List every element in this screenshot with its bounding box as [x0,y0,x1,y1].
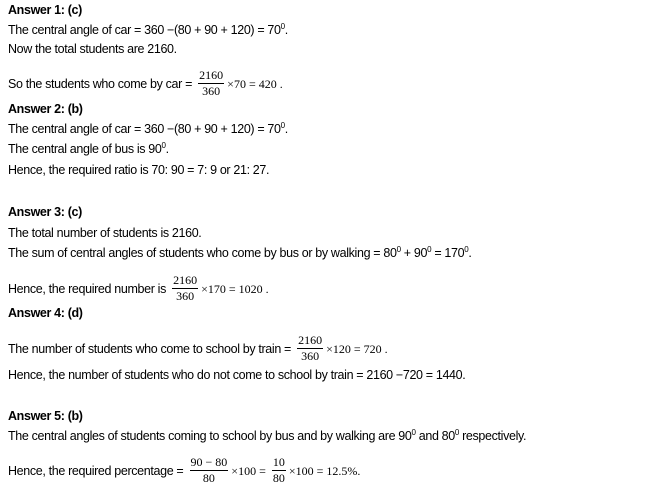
answer-5-line-2: Hence, the required percentage = $\frac{90 - 80}{80}$ ×100 = $\frac{10}{80}$ ×100 = 12.5%. [8,455,361,485]
answer-2-line-3: Hence, the required ratio is 70: 90 = 7: 9 or 21: 27. [8,163,270,177]
answer-2-line-2: The central angle of bus is $90^0$. [8,141,169,156]
fraction: $\frac{90 - 80}{80}$ [190,455,228,485]
answer-2-line-1: The central angle of car = $360 -(80 + 90 + 120) = 70^0$. [8,121,288,136]
answer-4-heading: Answer 4: (d) [8,306,83,320]
answer-3-heading: Answer 3: (c) [8,205,82,219]
answer-2-heading: Answer 2: (b) [8,102,83,116]
answer-3-line-3: Hence, the required number is $\frac{2160}{360}$ ×170 = 1020 . [8,273,269,303]
answer-1-line-3: So the students who come by car = $\frac{2160}{360}$ ×70 = 420 . [8,68,283,98]
answer-4-line-2: Hence, the number of students who do not come to school by train = 2160 −720 = 1440. [8,368,466,382]
fraction: $\frac{2160}{360}$ [199,68,224,98]
answer-1-line-2: Now the total students are 2160. [8,42,177,56]
fraction: $\frac{2160}{360}$ [298,333,323,363]
answer-3-line-2: The sum of central angles of students who come by bus or by walking = $80^0 + 90^0 = 170^0$. [8,245,472,260]
answer-5-line-1: The central angles of students coming to school by bus and by walking are $90^0$ and $80^0$ respectively. [8,428,527,443]
fraction: $\frac{10}{80}$ [272,455,285,485]
answer-1-heading: Answer 1: (c) [8,3,82,17]
fraction: $\frac{2160}{360}$ [173,273,198,303]
answer-3-line-1: The total number of students is 2160. [8,226,202,240]
answer-5-heading: Answer 5: (b) [8,409,83,423]
answer-1-line-1: The central angle of car = $360 -(80 + 90 + 120) = 70^0$. [8,22,288,37]
answer-4-line-1: The number of students who come to school by train = $\frac{2160}{360}$ ×120 = 720 . [8,333,388,363]
